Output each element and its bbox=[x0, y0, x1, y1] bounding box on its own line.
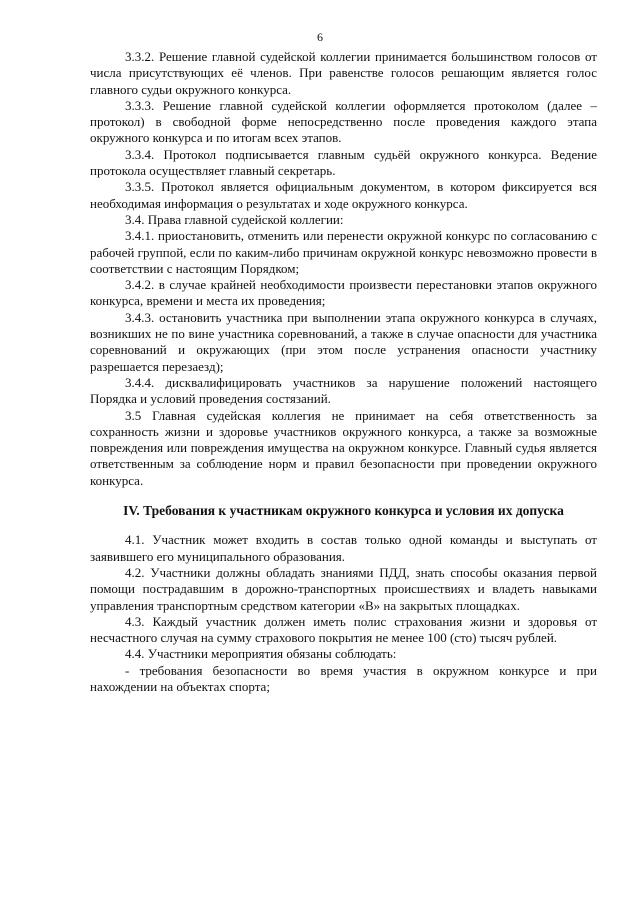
paragraph-3-3-4: 3.3.4. Протокол подписывается главным судьёй окружного конкурса. Ведение протокола осуществляет главный секретарь. bbox=[90, 146, 597, 179]
paragraph-4-1: 4.1. Участник может входить в состав только одной команды и выступать от заявившего его муниципального образования. bbox=[90, 532, 597, 564]
document-body bbox=[90, 49, 597, 695]
paragraph-3-3-5: 3.3.5. Протокол является официальным документом, в котором фиксируется вся необходимая информация о результатах и ходе окружного конкурса. bbox=[90, 179, 597, 211]
paragraph-4-4-item: - требования безопасности во время участия в окружном конкурсе и при нахождении на объектах спорта; bbox=[90, 662, 597, 694]
paragraph-3-4-2: 3.4.2. в случае крайней необходимости произвести перестановки этапов окружного конкурса, времени и места их проведения; bbox=[90, 277, 597, 309]
paragraph-3-5: 3.5 Главная судейская коллегия не принимает на себя ответственность за сохранность жизни и здоровье участников окружного конкурса, а также за возможные повреждения или повреждения имущества на окружном конкурсе. Главный судья является ответственным за соблюдение норм и правил безопасности при проведении окружного конкурса. bbox=[90, 407, 597, 488]
page-number: 6 bbox=[317, 30, 323, 44]
paragraph-3-4-1: 3.4.1. приостановить, отменить или перенести окружной конкурс по согласованию с рабочей группой, если по каким-либо причинам окружной конкурс невозможно провести в соответствии с настоящим Порядком; bbox=[90, 228, 597, 276]
paragraph-3-3-3: 3.3.3. Решение главной судейской коллегии оформляется протоколом (далее – протокол) в свободной форме непосредственно после проведения каждого этапа окружного конкурса и по итогам всех этапов. bbox=[90, 97, 597, 146]
paragraph-3-4-4: 3.4.4. дисквалифицировать участников за нарушение положений настоящего Порядка и условий проведения состязаний. bbox=[90, 374, 597, 407]
paragraph-4-4: 4.4. Участники мероприятия обязаны соблюдать: bbox=[125, 646, 397, 662]
paragraph-4-2: 4.2. Участники должны обладать знаниями ПДД, знать способы оказания первой помощи пострадавшим в дорожно-транспортных происшествиях и владеть навыками управления транспортным средством категории «В» на закрытых площадках. bbox=[90, 564, 597, 613]
paragraph-3-3-2: 3.3.2. Решение главной судейской коллегии принимается большинством голосов от числа присутствующих её членов. При равенстве голосов решающим является голос главного судьи окружного конкурса. bbox=[90, 49, 597, 97]
paragraph-3-4: 3.4. Права главной судейской коллегии: bbox=[125, 211, 344, 227]
section-heading-iv: IV. Требования к участникам окружного конкурса и условия их допуска bbox=[123, 503, 564, 519]
paragraph-4-3: 4.3. Каждый участник должен иметь полис страхования жизни и здоровья от несчастного случая на сумму страхового покрытия не менее 100 (сто) тысяч рублей. bbox=[90, 613, 597, 646]
paragraph-3-4-3: 3.4.3. остановить участника при выполнении этапа окружного конкурса в случаях, возникших не по вине участника соревнований, а также в случае опасности для участника соревнований и окружающих (при этом после устранения опасности участнику разрешается перезаезд); bbox=[90, 309, 597, 374]
